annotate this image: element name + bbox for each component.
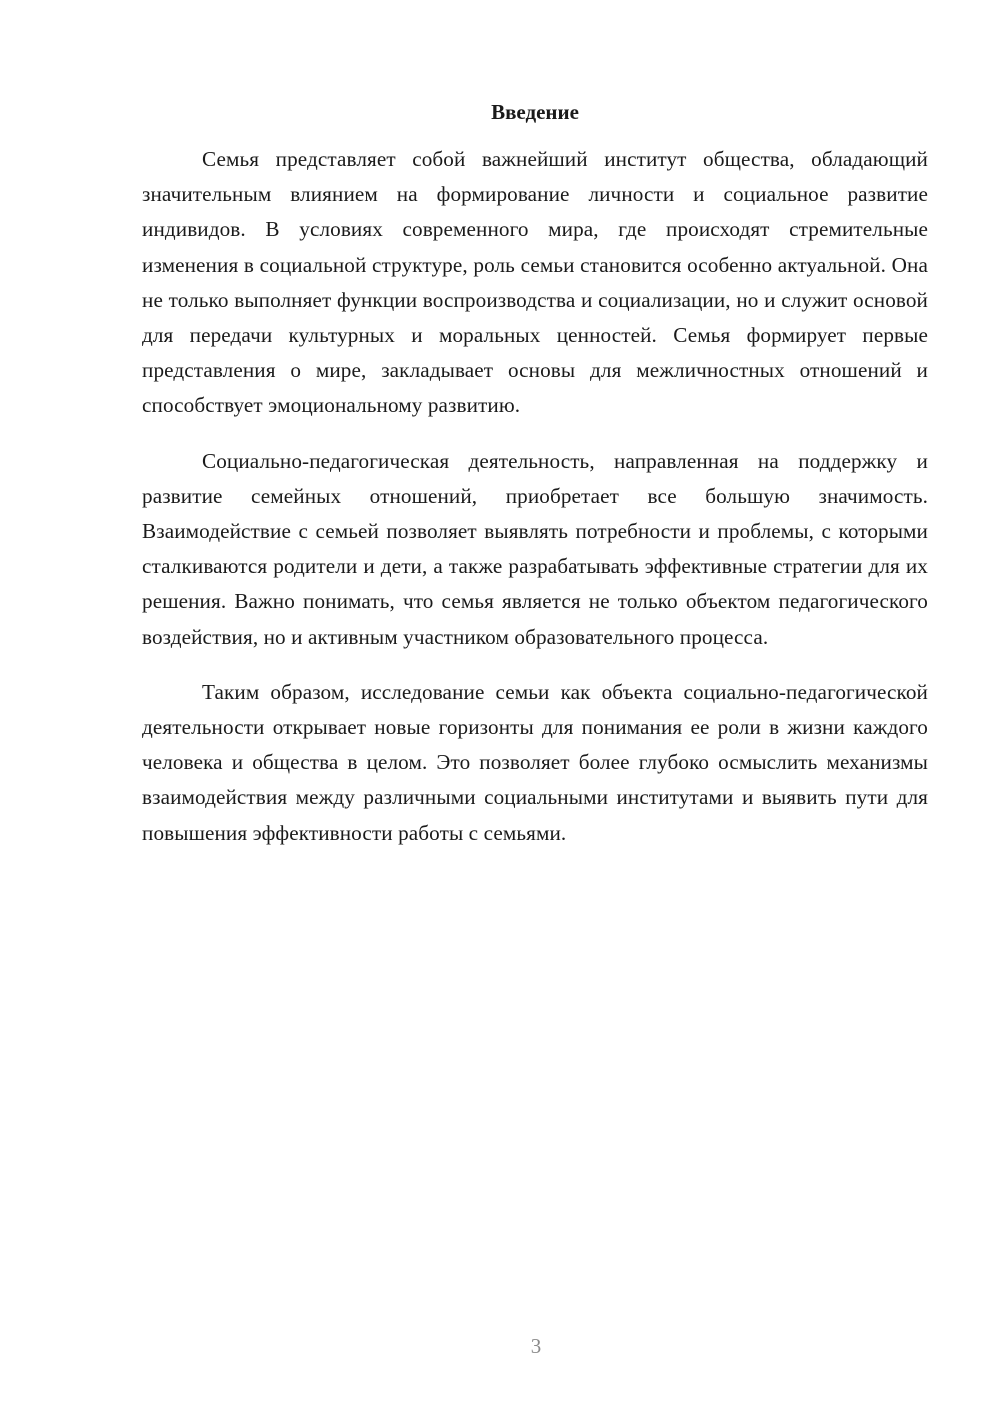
paragraph-2: Социально-педагогическая деятельность, направленная на поддержку и развитие семейных отношений, приобретает все большую значимость. Взаимодействие с семьей позволяет выявлять потребности и проблемы, с которыми сталкиваются родители и дети, а также разрабатывать эффективные стратегии для их решения. Важно понимать, что семья является не только объектом педагогического воздействия, но и активным участником образовательного процесса. (142, 448, 928, 649)
page-number: 3 (530, 1334, 542, 1358)
section-title-container (142, 96, 928, 128)
paragraph-3: Таким образом, исследование семьи как объекта социально-педагогической деятельности открывает новые горизонты для понимания ее роли в жизни каждого человека и общества в целом. Это позволяет более глубоко осмыслить механизмы взаимодействия между различными социальными институтами и выявить пути для повышения эффективности работы с семьями. (142, 679, 928, 845)
paragraph-1: Семья представляет собой важнейший институт общества, обладающий значительным влиянием на формирование личности и социальное развитие индивидов. В условиях современного мира, где происходят стремительные изменения в социальной структуре, роль семьи становится особенно актуальной. Она не только выполняет функции воспроизводства и социализации, но и служит основой для передачи культурных и моральных ценностей. Семья формирует первые представления о мире, закладывает основы для межличностных отношений и способствует эмоциональному развитию. (142, 147, 928, 418)
section-title: Введение (491, 100, 579, 124)
document-body (142, 142, 928, 871)
